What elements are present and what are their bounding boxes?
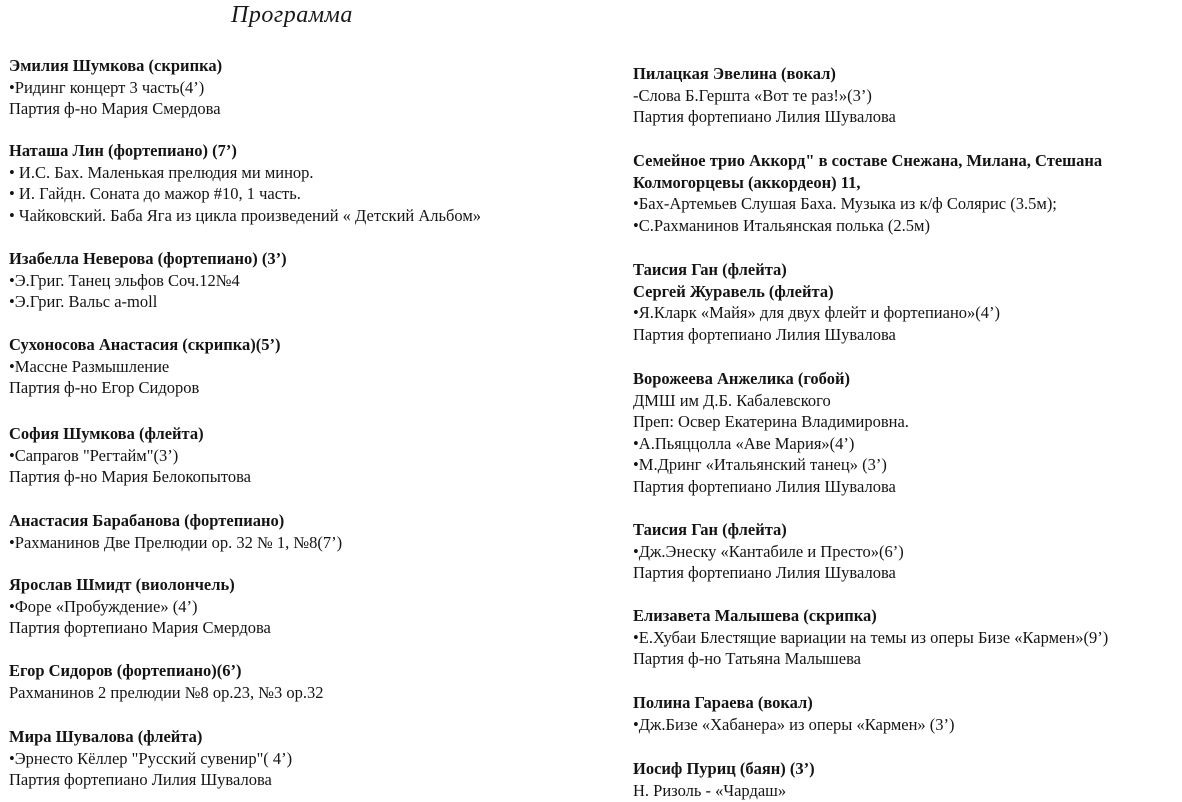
program-line: Партия ф-но Егор Сидоров bbox=[9, 378, 200, 398]
program-entry bbox=[9, 140, 594, 226]
program-line: Н. Ризоль - «Чардаш» bbox=[633, 780, 787, 800]
program-line: •Форе «Пробуждение» (4’) bbox=[9, 596, 198, 616]
program-line: ДМШ им Д.Б. Кабалевского bbox=[633, 390, 831, 410]
program-line: •Эрнесто Кёллер "Русский сувенир"( 4’) bbox=[9, 748, 293, 768]
program-line: • И. Гайдн. Соната до мажор #10, 1 часть. bbox=[9, 184, 301, 204]
program-entry bbox=[9, 726, 594, 791]
program-line: Партия фортепиано Лилия Шувалова bbox=[633, 476, 896, 496]
performer-heading: Сухоносова Анастасия (скрипка)(5’) bbox=[9, 335, 281, 354]
program-line: •Дж.Энеску «Кантабиле и Престо»(6’) bbox=[633, 541, 904, 561]
page-title: Программа bbox=[231, 2, 353, 28]
program-line: • И.С. Бах. Маленькая прелюдия ми минор. bbox=[9, 162, 314, 182]
program-entry bbox=[9, 55, 594, 120]
program-line: Партия фортепиано Лилия Шувалова bbox=[633, 563, 896, 583]
performer-heading: Таисия Ган (флейта) bbox=[633, 520, 787, 539]
program-line: • Чайковский. Баба Яга из цикла произведений « Детский Альбом» bbox=[9, 205, 482, 225]
performer-heading: София Шумкова (флейта) bbox=[9, 424, 204, 443]
program-line: •Бах-Артемьев Слушая Баха. Музыка из к/ф Солярис (3.5м); bbox=[633, 194, 1057, 214]
program-line: Рахманинов 2 прелюдии №8 op.23, №3 op.32 bbox=[9, 682, 324, 702]
program-entry bbox=[633, 692, 1178, 735]
program-entry bbox=[633, 605, 1178, 670]
performer-heading: Полина Гараева (вокал) bbox=[633, 693, 813, 712]
program-line: •Ридинг концерт 3 часть(4’) bbox=[9, 77, 205, 97]
program-entry bbox=[9, 248, 594, 313]
performer-heading: Наташа Лин (фортепиано) (7’) bbox=[9, 141, 237, 160]
program-entry bbox=[9, 660, 594, 703]
program-line: Преп: Освер Екатерина Владимировна. bbox=[633, 412, 909, 432]
program-line: Партия фортепиано Лилия Шувалова bbox=[633, 324, 896, 344]
program-entry bbox=[9, 423, 594, 488]
program-entry bbox=[633, 150, 1178, 236]
program-line: Партия ф-но Мария Белокопытова bbox=[9, 467, 251, 487]
performer-heading: Ворожеева Анжелика (гобой) bbox=[633, 369, 850, 388]
program-line: •М.Дринг «Итальянский танец» (3’) bbox=[633, 455, 887, 475]
performer-heading: Ярослав Шмидт (виолончель) bbox=[9, 575, 235, 594]
performer-heading: Таисия Ган (флейта) bbox=[633, 260, 787, 279]
program-line: •А.Пьяццолла «Аве Мария»(4’) bbox=[633, 433, 855, 453]
program-line: •Э.Григ. Танец эльфов Соч.12№4 bbox=[9, 270, 240, 290]
program-entry bbox=[633, 368, 1178, 498]
program-entry bbox=[9, 574, 594, 639]
program-entry bbox=[633, 758, 1178, 801]
performer-heading: Пилацкая Эвелина (вокал) bbox=[633, 64, 836, 83]
performer-heading: Семейное трио Аккорд" в составе Снежана, Милана, Стешана bbox=[633, 151, 1103, 170]
performer-heading: Сергей Журавель (флейта) bbox=[633, 281, 834, 301]
program-entry bbox=[9, 510, 594, 553]
performer-heading: Изабелла Неверова (фортепиано) (3’) bbox=[9, 249, 287, 268]
program-line: •Рахманинов Две Прелюдии ор. 32 № 1, №8(7’) bbox=[9, 532, 343, 552]
performer-heading: Анастасия Барабанова (фортепиано) bbox=[9, 511, 285, 530]
performer-heading: Мира Шувалова (флейта) bbox=[9, 727, 203, 746]
program-line: -Слова Б.Гершта «Вот те раз!»(3’) bbox=[633, 85, 872, 105]
performer-heading: Иосиф Пуриц (баян) (3’) bbox=[633, 759, 815, 778]
program-entry bbox=[633, 519, 1178, 584]
program-line: •Я.Кларк «Майя» для двух флейт и фортепиано»(4’) bbox=[633, 303, 1001, 323]
program-line: •Сапparов "Регтайм"(3’) bbox=[9, 445, 179, 465]
program-entry bbox=[633, 63, 1178, 128]
program-line: •С.Рахманинов Итальянская полька (2.5м) bbox=[633, 215, 930, 235]
program-line: Партия фортепиано Мария Смердова bbox=[9, 618, 271, 638]
program-line: •Э.Григ. Вальс a-moll bbox=[9, 292, 158, 312]
performer-heading: Эмилия Шумкова (скрипка) bbox=[9, 56, 223, 75]
performer-heading: Егор Сидоров (фортепиано)(6’) bbox=[9, 661, 242, 680]
performer-heading: Колмогорцевы (аккордеон) 11, bbox=[633, 172, 861, 192]
program-entry bbox=[9, 334, 594, 399]
performer-heading: Елизавета Малышева (скрипка) bbox=[633, 606, 877, 625]
program-line: Партия фортепиано Лилия Шувалова bbox=[633, 107, 896, 127]
program-line: •Дж.Бизе «Хабанера» из оперы «Кармен» (3’) bbox=[633, 714, 955, 734]
program-line: •Массне Размышление bbox=[9, 356, 170, 376]
program-line: Партия ф-но Мария Смердова bbox=[9, 99, 221, 119]
program-line: Партия фортепиано Лилия Шувалова bbox=[9, 770, 272, 790]
program-entry bbox=[633, 259, 1178, 345]
program-line: Партия ф-но Татьяна Малышева bbox=[633, 649, 861, 669]
program-line: •Е.Хубаи Блестящие вариации на темы из оперы Бизе «Кармен»(9’) bbox=[633, 627, 1109, 647]
